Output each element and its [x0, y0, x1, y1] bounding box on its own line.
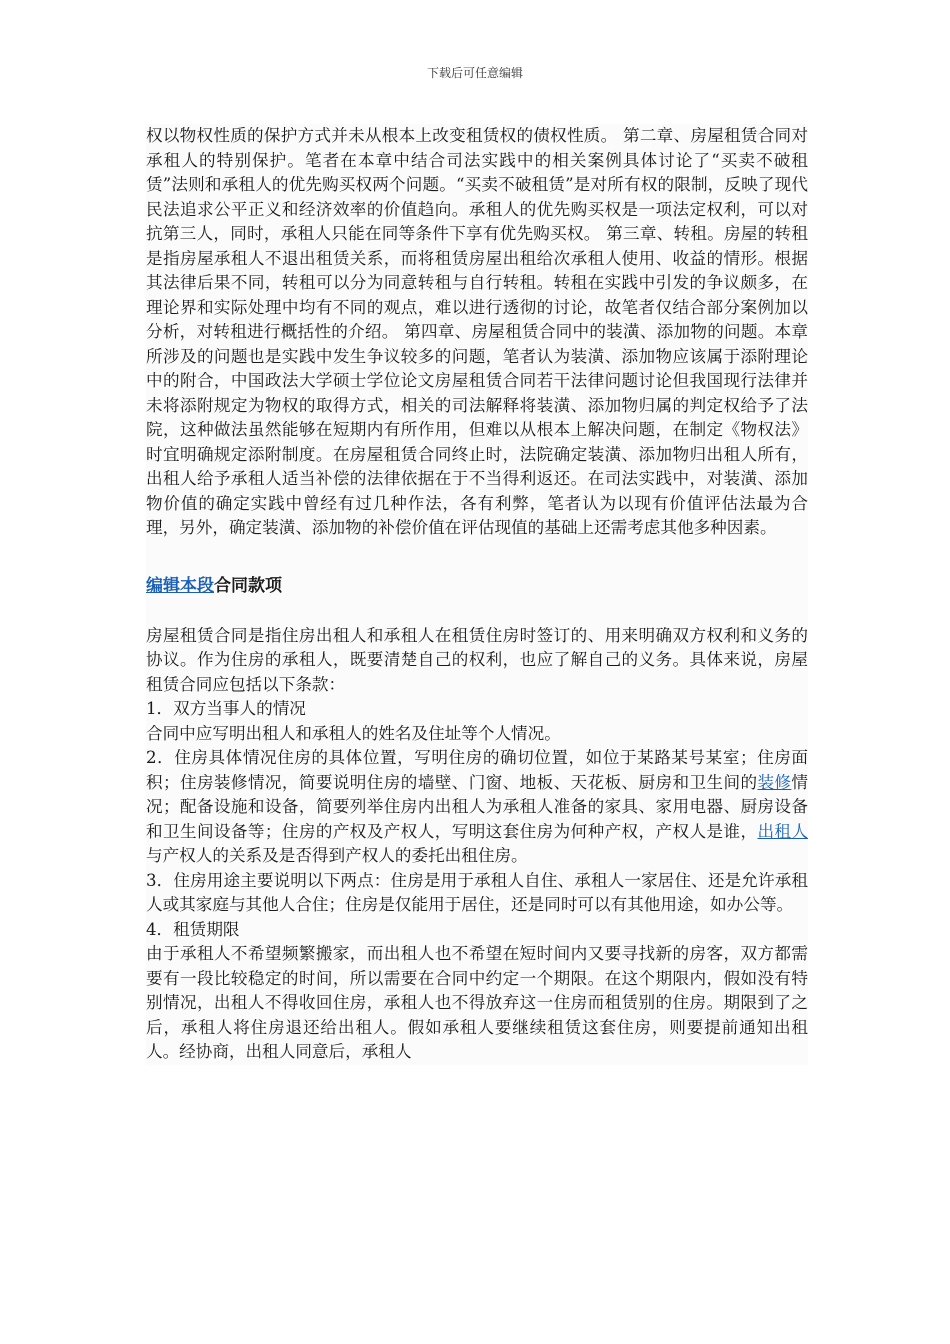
item-2-part-a: 2．住房具体情况住房的具体位置，写明住房的确切位置，如位于某路某号某室；住房面积；住房装修情况，简要说明住房的墙壁、门窗、地板、天花板、厨房和卫生间的: [146, 748, 808, 792]
item-1-text: 合同中应写明出租人和承租人的姓名及住址等个人情况。: [146, 723, 561, 743]
item-2-part-c: 与产权人的关系及是否得到产权人的委托出租住房。: [146, 846, 528, 865]
item-4-text: 由于承租人不希望频繁搬家，而出租人也不希望在短时间内又要寻找新的房客，双方都需要有一段比较稳定的时间，所以需要在合同中约定一个期限。在这个期限内，假如没有特别情况，出租人不得收回住房，承租人也不得放弃这一住房而租赁别的住房。期限到了之后，承租人将住房退还给出租人。假如承租人要继续租赁这套住房，则要提前通知出租人。经协商，出租人同意后，承租人: [146, 944, 808, 1061]
lessor-link[interactable]: 出租人: [757, 821, 808, 841]
document-body: [146, 124, 808, 1065]
intro-paragraph: 权以物权性质的保护方式并未从根本上改变租赁权的债权性质。 第二章、房屋租赁合同对承租人的特别保护。笔者在本章中结合司法实践中的相关案例具体讨论了“买卖不破租赁”法则和承租人的优先购买权两个问题。“买卖不破租赁”是对所有权的限制，反映了现代民法追求公平正义和经济效率的价值趋向。承租人的优先购买权是一项法定权利，可以对抗第三人，同时，承租人只能在同等条件下享有优先购买权。 第三章、转租。房屋的转租是指房屋承租人不退出租赁关系，而将租赁房屋出租给次承租人使用、收益的情形。根据其法律后果不同，转租可以分为同意转租与自行转租。转租在实践中引发的争议颇多，在理论界和实际处理中均有不同的观点，难以进行透彻的讨论，故笔者仅结合部分案例加以分析，对转租进行概括性的介绍。 第四章、房屋租赁合同中的装潢、添加物的问题。本章所涉及的问题也是实践中发生争议较多的问题，笔者认为装潢、添加物应该属于添附理论中的附合，中国政法大学硕士学位论文房屋租赁合同若干法律问题讨论但我国现行法律并未将添附规定为物权的取得方式，相关的司法解释将装潢、添加物归属的判定权给予了法院，这种做法虽然能够在短期内有所作用，但难以从根本上解决问题，在制定《物权法》时宜明确规定添附制度。在房屋租赁合同终止时，法院确定装潢、添加物归出租人所有，出租人给予承租人适当补偿的法律依据在于不当得利返还。在司法实践中，对装潢、添加物价值的确定实践中曾经有过几种作法，各有利弊，笔者认为以现有价值评估法最为合理，另外，确定装潢、添加物的补偿价值在评估现值的基础上还需考虑其他多种因素。: [146, 126, 808, 537]
item-3-text: 3．住房用途主要说明以下两点：住房是用于承租人自住、承租人一家居住、还是允许承租人或其家庭与其他人合住；住房是仅能用于居住，还是同时可以有其他用途，如办公等。: [146, 870, 808, 914]
item-4-title: 4．租赁期限: [146, 919, 240, 939]
section-title: 合同款项: [214, 575, 282, 596]
item-2-part-b: 情况；配备设施和设备，简要列举住房内出租人为承租人准备的家具、家用电器、厨房设备和卫生间设备等；住房的产权及产权人，写明这套住房为何种产权，产权人是谁，: [146, 772, 808, 841]
section-heading: [146, 571, 808, 596]
page-header: 下载后可任意编辑: [426, 66, 523, 80]
decoration-link[interactable]: 装修: [757, 772, 792, 792]
item-2-text: [146, 746, 808, 869]
edit-section-link[interactable]: 编辑本段: [146, 575, 214, 596]
item-1-title: 1．双方当事人的情况: [146, 699, 306, 718]
contract-intro-paragraph: 房屋租赁合同是指住房出租人和承租人在租赁住房时签订的、用来明确双方权利和义务的协议。作为住房的承租人，既要清楚自己的权利，也应了解自己的义务。具体来说，房屋租赁合同应包括以下条款：: [146, 625, 808, 694]
